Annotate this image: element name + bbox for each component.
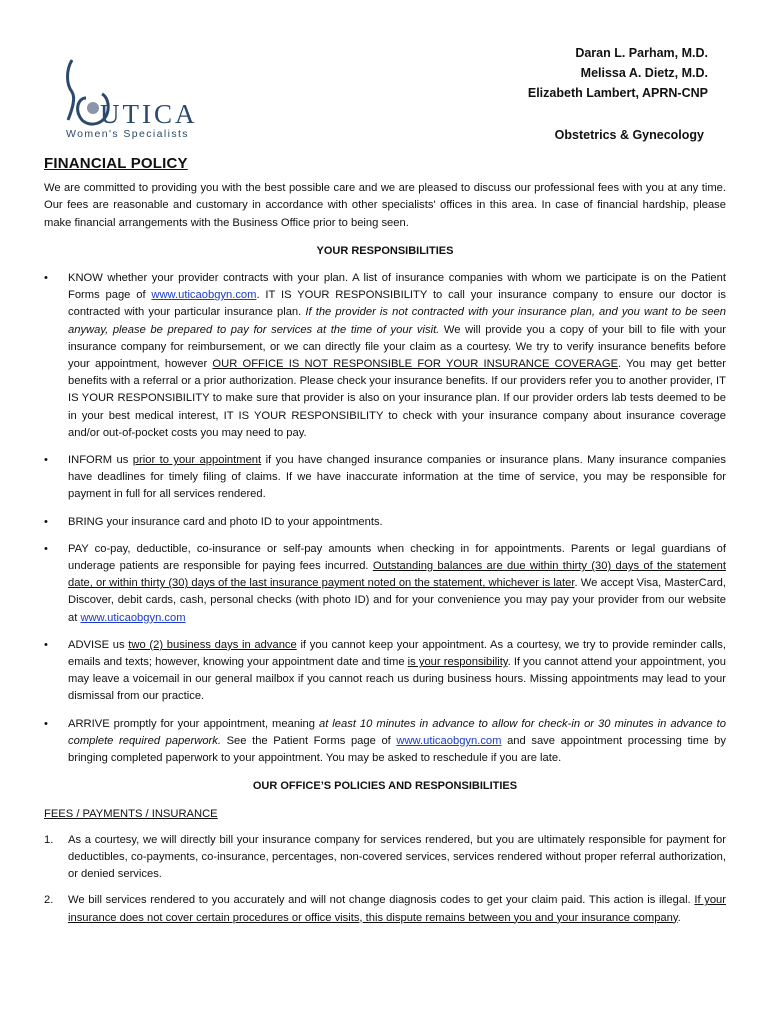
list-item-pay: • PAY co-pay, deductible, co-insurance or self-pay amounts when checking in for appointments. Parents or legal guardians of underage patients are responsible for paying fees incurred. Outstanding balances are due within thirty (30) days of the statement date, or within thirty (30) days of the last insurance payment noted on the statement, whichever is later. We accept Visa, MasterCard, Discover, debit cards, cash, personal checks (with photo ID) and for your convenience you may pay your provider from our website at www.uticaobgyn.com <box>44 542 726 624</box>
list-item-advise: • ADVISE us two (2) business days in advance if you cannot keep your appointment. As a courtesy, we try to provide reminder calls, emails and texts; however, knowing your appointment date and time is your responsibility. If you cannot attend your appointment, you may leave a voicemail in our general mailbox if you cannot reach us during business hours. Missing appointments may lead to your dismissal from our practice. <box>44 638 726 703</box>
website-link[interactable]: www.uticaobgyn.com <box>80 611 186 624</box>
fees-subheading: FEES / PAYMENTS / INSURANCE <box>44 807 218 820</box>
logo-subtitle: Women's Specialists <box>66 128 189 140</box>
list-item-diagnosis-codes: 2. We bill services rendered to you accurately and will not change diagnosis codes to get your claim paid. This action is illegal. If your insurance does not cover certain procedures or office visits, this dispute remains between you and your insurance company. <box>44 894 726 924</box>
list-item-inform: • INFORM us prior to your appointment if you have changed insurance companies or insurance plans. Many insurance companies have deadlines for timely filing of claims. If we have inaccurate information at the time of service, you may be responsible for payment in full for all services rendered. <box>44 454 726 501</box>
list-item-know: • KNOW whether your provider contracts with your plan. A list of insurance companies with whom we participate is on the Patient Forms page of www.uticaobgyn.com. IT IS YOUR RESPONSIBILITY to call your insurance company to ensure our doctor is contracted with your particular insurance plan. If the provider is not contracted with your insurance plan, and you want to be seen anyway, please be prepared to pay for services at the time of your visit. We will provide you a copy of your bill to file with your insurance company for reimbursement, or we can directly file your claim as a courtesy. We try to verify insurance benefits before your appointment, however OUR OFFICE IS NOT RESPONSIBLE FOR YOUR INSURANCE COVERAGE. You may get better benefits with a referral or a prior authorization. Please check your insurance benefits. If our providers refer you to another provider, IT IS YOUR RESPONSIBILITY to make sure that provider is also on your insurance plan. If our provider orders lab tests deemed to be in your best medical interest, IT IS YOUR RESPONSIBILITY to check with your insurance company about insurance coverage and/or out-of-pocket costs you may need to pay. <box>44 272 727 439</box>
bullet-icon: • <box>44 717 48 730</box>
page-title: FINANCIAL POLICY <box>44 155 188 172</box>
responsibilities-list <box>44 270 726 767</box>
provider-list <box>528 43 708 103</box>
office-policies-list <box>44 832 726 927</box>
provider-name: Daran L. Parham, M.D. <box>575 46 708 60</box>
responsibilities-heading: YOUR RESPONSIBILITIES <box>316 244 454 257</box>
item-number: 2. <box>44 894 54 907</box>
bullet-icon: • <box>44 638 48 651</box>
list-item-bring: • BRING your insurance card and photo ID to your appointments. <box>44 514 726 531</box>
office-policies-heading: OUR OFFICE’S POLICIES AND RESPONSIBILITIES <box>252 780 518 793</box>
policy-content <box>44 155 726 936</box>
website-link[interactable]: www.uticaobgyn.com <box>151 289 257 302</box>
utica-logo <box>62 58 202 148</box>
provider-name: Melissa A. Dietz, M.D. <box>580 66 708 80</box>
list-item-billing: 1. As a courtesy, we will directly bill your insurance company for services rendered, but you are ultimately responsible for payment for deductibles, co-payments, co-insurance, percentages, non-covered services, services rendered without proper referral authorization, or denied services. <box>44 833 726 881</box>
bullet-icon: • <box>44 454 48 467</box>
bullet-icon: • <box>44 272 48 285</box>
logo-wordmark: UTICA <box>100 99 198 129</box>
list-item-arrive: • ARRIVE promptly for your appointment, meaning at least 10 minutes in advance to allow for check-in or 30 minutes in advance to complete required paperwork. See the Patient Forms page of www.uticaobgyn.com and save appointment processing time by bringing completed paperwork to your appointment. You may be asked to reschedule if you are late. <box>44 717 727 765</box>
bullet-icon: • <box>44 542 48 555</box>
provider-name: Elizabeth Lambert, APRN-CNP <box>527 86 708 100</box>
intro-paragraph: We are committed to providing you with the best possible care and we are pleased to discuss our professional fees with you at any time. Our fees are reasonable and customary in accordance with other specialists' offices in this area. In case of financial hardship, please make financial arrangements with the Business Office prior to being seen. <box>44 182 726 229</box>
specialty-label: Obstetrics & Gynecology <box>554 128 704 142</box>
item-number: 1. <box>44 833 54 846</box>
bullet-icon: • <box>44 515 48 528</box>
website-link[interactable]: www.uticaobgyn.com <box>396 734 502 747</box>
